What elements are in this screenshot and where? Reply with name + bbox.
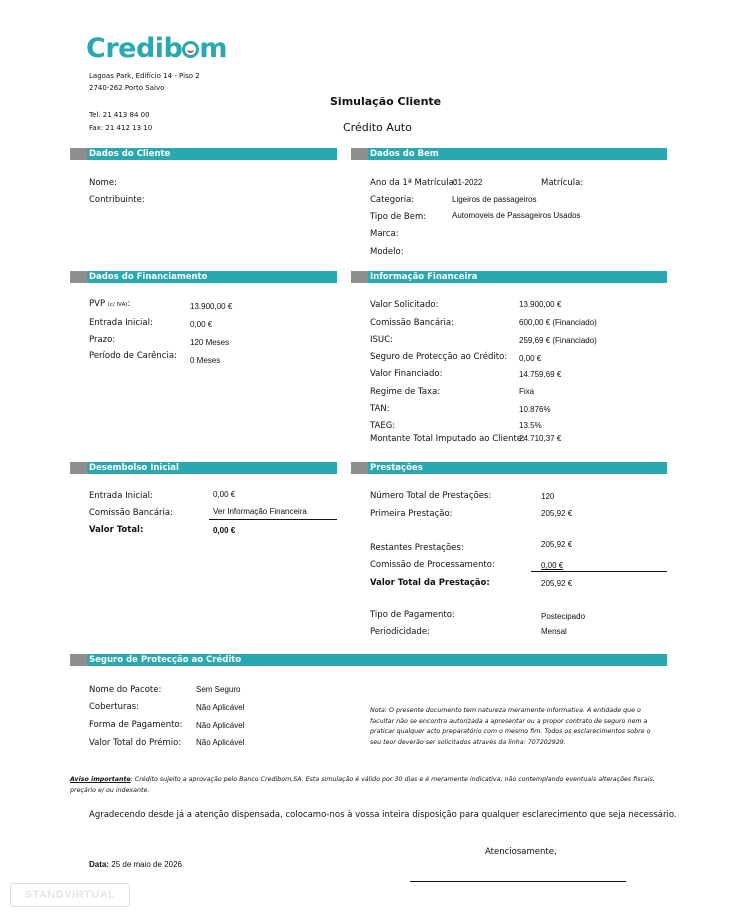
prest-tipo-value: Postecipado [541, 612, 586, 621]
bem-modelo-label: Modelo: [370, 247, 404, 257]
data-label: Data: [89, 860, 110, 869]
seg-premio-value: Não Aplicável [196, 738, 245, 747]
section-title: Informação Financeira [370, 272, 478, 282]
company-tel: Tel. 21 413 84 00 [89, 111, 150, 119]
seg-premio-label: Valor Total do Prémio: [89, 738, 182, 748]
bem-tipo-value: Automoveis de Passageiros Usados [452, 211, 581, 220]
logo-text-end: m [199, 33, 227, 64]
seg-coberturas-value: Não Aplicável [196, 703, 245, 712]
info-row-label: Seguro de Protecção ao Crédito: [370, 352, 508, 362]
fin-entrada-value: 0,00 € [190, 320, 213, 329]
aviso-label: Aviso importante [70, 776, 131, 783]
standvirtual-watermark [10, 883, 130, 907]
fin-pvp-label: PVP (c/ IVA): [89, 299, 131, 309]
watermark-text: STANDVIRTUAL [24, 889, 116, 901]
info-row-value: 14.759,69 € [519, 370, 562, 379]
company-address-2: 2740-262 Porto Salvo [89, 84, 165, 92]
info-row-label: Valor Financiado: [370, 369, 443, 379]
document-subtitle: Crédito Auto [343, 121, 412, 134]
section-title: Dados do Financiamento [89, 272, 208, 282]
section-title: Seguro de Protecção ao Crédito [89, 655, 242, 665]
des-entrada-label: Entrada Inicial: [89, 491, 153, 501]
fin-prazo-value: 120 Meses [190, 338, 230, 347]
des-divider [209, 519, 337, 520]
bem-matricula-label: Matrícula: [541, 178, 584, 188]
info-row-value: 10.876% [519, 405, 551, 414]
prest-total-label: Valor Total da Prestação: [370, 578, 490, 588]
company-address-1: Lagoas Park, Edifício 14 - Piso 2 [89, 72, 200, 80]
agradecimento-text: Agradecendo desde já a atenção dispensada, colocamo-nos à vossa inteira disposição para qualquer esclarecimento que seja necessário. [89, 810, 677, 820]
info-row-value: 13.900,00 € [519, 300, 562, 309]
info-row-label: Comissão Bancária: [370, 318, 454, 328]
prest-divider [531, 571, 667, 572]
fin-prazo-label: Prazo: [89, 335, 116, 345]
prest-comissao-value: 0,00 € [541, 561, 564, 570]
info-total-value: 24.710,37 € [519, 434, 562, 443]
section-title: Dados do Bem [370, 149, 439, 159]
data-value: 25 de maio de 2026 [111, 860, 182, 869]
info-row-label: ISUC: [370, 335, 393, 345]
bem-categoria-label: Categoria: [370, 195, 415, 205]
des-total-value: 0,00 € [213, 526, 236, 535]
section-title: Desembolso Inicial [89, 463, 179, 473]
des-total-label: Valor Total: [89, 525, 144, 535]
data-field [89, 860, 182, 869]
info-row-value: 600,00 € (Financiado) [519, 318, 597, 327]
prest-primeira-value: 205,92 € [541, 509, 573, 518]
logo-o-smile-icon [182, 41, 199, 58]
section-bar-dados-financiamento [70, 271, 337, 283]
info-row-label: Regime de Taxa: [370, 387, 441, 397]
info-row-value: Fixa [519, 387, 535, 396]
bem-categoria-value: Ligeiros de passageiros [452, 195, 537, 204]
section-title: Dados do Cliente [89, 149, 171, 159]
signature-line [410, 881, 626, 882]
info-total-label: Montante Total Imputado ao Cliente: [370, 434, 525, 444]
prest-periodicidade-value: Mensal [541, 627, 567, 636]
fin-entrada-label: Entrada Inicial: [89, 318, 153, 328]
prest-comissao-label: Comissão de Processamento: [370, 560, 495, 570]
fin-pvp-note: (c/ IVA) [107, 302, 128, 308]
section-bar-informacao-financeira [351, 271, 667, 283]
section-bar-desembolso-inicial [70, 462, 337, 474]
bem-tipo-label: Tipo de Bem: [370, 212, 427, 222]
des-comissao-label: Comissão Bancária: [89, 508, 173, 518]
section-bar-prestacoes [351, 462, 667, 474]
cliente-contribuinte-label: Contribuinte: [89, 195, 145, 205]
des-comissao-value: Ver Informação Financeira [213, 507, 307, 516]
info-row-label: TAN: [370, 404, 390, 414]
prest-restantes-value: 205,92 € [541, 540, 573, 549]
section-bar-dados-bem [351, 148, 667, 160]
logo-text-start: Credib [86, 33, 183, 64]
info-row-value: 13.5% [519, 421, 542, 430]
seg-forma-label: Forma de Pagamento: [89, 720, 183, 730]
fin-carencia-value: 0 Meses [190, 356, 221, 365]
bem-ano-label: Ano da 1ª Matrícula: [370, 178, 457, 188]
fin-pvp-value: 13.900,00 € [190, 302, 233, 311]
document-title: Simulação Cliente [330, 95, 442, 108]
prest-periodicidade-label: Periodicidade: [370, 627, 430, 637]
info-row-label: TAEG: [370, 421, 396, 431]
section-bar-seguro [70, 654, 667, 666]
atenciosamente-text: Atenciosamente, [485, 847, 557, 857]
seg-forma-value: Não Aplicável [196, 721, 245, 730]
prest-primeira-label: Primeira Prestação: [370, 509, 453, 519]
prest-total-value: 205,92 € [541, 579, 573, 588]
seg-pacote-value: Sem Seguro [196, 685, 241, 694]
prest-restantes-label: Restantes Prestações: [370, 543, 464, 553]
des-entrada-value: 0,00 € [213, 490, 236, 499]
cliente-nome-label: Nome: [89, 178, 117, 188]
aviso-text: : Crédito sujeito a aprovação pelo Banco Credibom,SA. Esta simulação é válido por 30 dias e é meramente indicativa, não contemplando eventuais alterações fiscais, preçário e/ ou indexante. [70, 776, 655, 794]
section-bar-dados-cliente [70, 148, 337, 160]
info-row-label: Valor Solicitado: [370, 300, 439, 310]
company-fax: Fax: 21 412 13 10 [89, 124, 153, 132]
aviso-importante [70, 774, 670, 796]
prest-numero-label: Número Total de Prestações: [370, 491, 492, 501]
seg-pacote-label: Nome do Pacote: [89, 685, 162, 695]
credibom-logo [86, 33, 227, 64]
bem-marca-label: Marca: [370, 229, 399, 239]
seg-coberturas-label: Coberturas: [89, 702, 139, 712]
bem-ano-value: 01-2022 [453, 178, 483, 187]
info-row-value: 0,00 € [519, 354, 542, 363]
fin-carencia-label: Período de Carência: [89, 351, 177, 361]
seguro-nota: Nota: O presente documento tem natureza meramente informativa. A entidade que o facultar não se encontra autorizada a apresentar ou a propor contrato de seguro nem a praticar qualquer acto preparatório com o mesmo fim. Todos os esclarecimentos sobre o seu teor deverão ser solicitados através da linha: 707202929. [370, 707, 651, 746]
prest-numero-value: 120 [541, 492, 555, 501]
info-row-value: 259,69 € (Financiado) [519, 336, 597, 345]
prest-tipo-label: Tipo de Pagamento: [370, 610, 455, 620]
section-title: Prestações [370, 463, 423, 473]
